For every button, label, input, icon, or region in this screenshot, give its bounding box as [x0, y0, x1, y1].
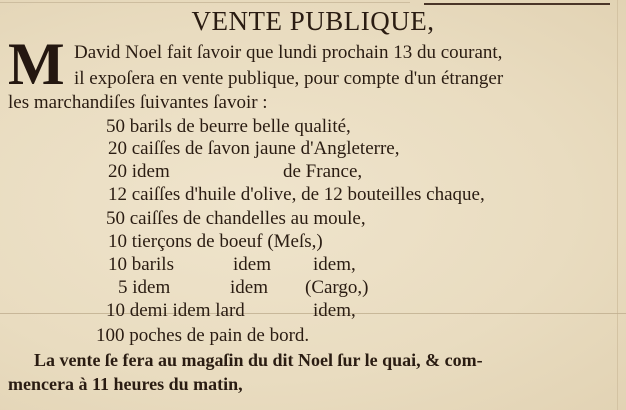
list-item [108, 231, 323, 253]
item-col2: idem [233, 254, 271, 275]
item-text: caiſſes de chandelles au moule, [129, 208, 366, 229]
item-qty: 5 [118, 277, 128, 298]
list-item [106, 300, 356, 322]
ad-title: VENTE PUBLIQUE, [191, 6, 435, 36]
item-qty: 10 [106, 300, 125, 321]
item-text: barils de beurre belle qualité, [129, 116, 351, 137]
list-item [108, 254, 356, 276]
list-item [108, 161, 363, 183]
intro-line-3: les marchandiſes ſuivantes ſavoir : [8, 92, 268, 113]
item-qty: 50 [106, 116, 125, 137]
column-edge [617, 0, 618, 410]
list-item [96, 325, 309, 347]
top-column-rule [424, 3, 610, 5]
item-col3: idem, [313, 254, 356, 275]
drop-cap: M [8, 31, 65, 97]
list-item [106, 208, 366, 230]
item-text: caiſſes d'huile d'olive, de 12 bouteilles chaque, [131, 184, 485, 205]
intro-line-1: David Noel fait ſavoir que lundi prochain 13 du courant, [74, 42, 503, 63]
item-text: poches de pain de bord. [129, 325, 310, 346]
list-item [108, 184, 485, 206]
item-col3: idem, [313, 300, 356, 321]
item-text: caiſſes de ſavon jaune d'Angleterre, [131, 138, 400, 159]
item-col3: (Cargo,) [305, 277, 369, 298]
item-text: idem [131, 161, 170, 182]
list-item [106, 116, 351, 138]
item-col2: de France, [283, 161, 363, 182]
item-qty: 20 [108, 161, 127, 182]
item-qty: 20 [108, 138, 127, 159]
intro-line-2: il expoſera en vente publique, pour compte d'un étranger [74, 68, 504, 89]
item-text: tierçons de boeuf (Meſs,) [131, 231, 323, 252]
list-item [108, 138, 399, 160]
closing-line-1: La vente ſe fera au magaſin du dit Noel ſur le quai, & com- [34, 350, 483, 370]
item-qty: 10 [108, 254, 127, 275]
item-qty: 100 [96, 325, 125, 346]
item-text: demi idem lard [129, 300, 245, 321]
item-qty: 12 [108, 184, 127, 205]
top-faint-rule [0, 2, 410, 3]
list-item [118, 277, 369, 299]
item-qty: 10 [108, 231, 127, 252]
item-text: idem [132, 277, 171, 298]
closing-line-2: mencera à 11 heures du matin, [8, 374, 243, 394]
item-col2: idem [230, 277, 268, 298]
item-qty: 50 [106, 208, 125, 229]
item-text: barils [131, 254, 174, 275]
